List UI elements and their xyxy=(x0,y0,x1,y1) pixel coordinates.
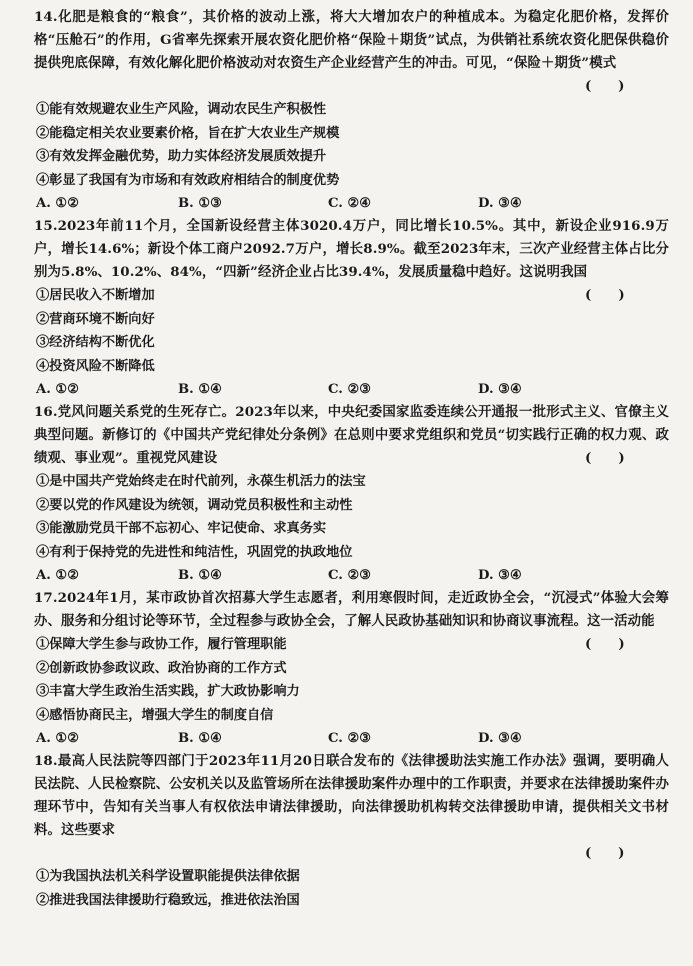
option-3: ③丰富大学生政治生活实践，扩大政协影响力 xyxy=(36,684,300,699)
option-1: ①能有效规避农业生产风险，调动农民生产积极性 xyxy=(36,102,327,117)
choice-c[interactable]: C. ②③ xyxy=(328,568,372,583)
choice-b[interactable]: B. ①④ xyxy=(178,568,222,583)
answer-bracket[interactable]: ( ) xyxy=(585,287,625,303)
option-2: ②推进我国法律援助行稳致远，推进依法治国 xyxy=(36,892,300,908)
option-3: ③有效发挥金融优势，助力实体经济发展质效提升 xyxy=(36,149,327,164)
question-18 xyxy=(34,750,669,912)
question-text: 化肥是粮食的“粮食”，其价格的波动上涨，将大大增加农户的种植成本。为稳定化肥价格，发挥价格“压舱石”的作用，G省率先探索开展农资化肥价格“保险＋期货”试点，为供销社系统农资化肥保供稳价提供兜底保障，有效化解化肥价格波动对农资生产企业经营产生的冲击。可见，“保险＋期货”模式 xyxy=(34,9,669,71)
question-14 xyxy=(34,6,669,215)
choice-c[interactable]: C. ②③ xyxy=(328,382,372,397)
question-stem xyxy=(34,6,669,75)
option-2: ②营商环境不断向好 xyxy=(36,311,155,327)
option-2: ②要以党的作风建设为统领，调动党员积极性和主动性 xyxy=(36,497,353,513)
answer-choices xyxy=(34,378,669,401)
question-stem xyxy=(34,750,669,842)
choice-a[interactable]: A. ①② xyxy=(36,382,80,397)
choice-d[interactable]: D. ③④ xyxy=(478,382,522,397)
choice-a[interactable]: A. ①② xyxy=(36,568,80,583)
choice-c[interactable]: C. ②④ xyxy=(328,196,372,211)
question-number: 18. xyxy=(34,753,58,769)
option-4: ④彰显了我国有为市场和有效政府相结合的制度优势 xyxy=(36,172,340,188)
option-4: ④感悟协商民主，增强大学生的制度自信 xyxy=(36,707,274,723)
choice-b[interactable]: B. ①④ xyxy=(178,382,222,397)
option-3: ③经济结构不断优化 xyxy=(36,335,155,350)
question-number: 15. xyxy=(34,218,58,234)
question-number: 16. xyxy=(34,404,58,420)
answer-choices xyxy=(34,564,669,587)
choice-a[interactable]: A. ①② xyxy=(36,731,80,746)
option-4: ④投资风险不断降低 xyxy=(36,358,155,374)
question-17 xyxy=(34,587,669,750)
answer-bracket[interactable]: ( ) xyxy=(585,636,625,652)
choice-a[interactable]: A. ①② xyxy=(36,196,80,211)
answer-bracket-line xyxy=(34,75,669,98)
choice-d[interactable]: D. ③④ xyxy=(478,731,522,746)
question-16 xyxy=(34,401,669,587)
question-text: 最高人民法院等四部门于2023年11月20日联合发布的《法律援助法实施工作办法》强调，要明确人民法院、人民检察院、公安机关以及监管场所在法律援助案件办理中的工作职责，并要求在法律援助案件办理环节中，告知有关当事人有权依法申请法律援助，向法律援助机构转交法律援助申请，提供相关文书材料。这些要求 xyxy=(34,753,669,838)
answer-bracket-line xyxy=(34,842,669,865)
question-text: 2023年前11个月，全国新设经营主体3020.4万户，同比增长10.5%。其中，新设企业916.9万户，增长14.6%；新设个体工商户2092.7万户，增长8.9%。截至2023年末，三次产业经营主体占比分别为5.8%、10.2%、84%，“四新”经济企业占比39.4%，发展质量稳中趋好。这说明我国 xyxy=(34,218,669,280)
option-2: ②能稳定相关农业要素价格，旨在扩大农业生产规模 xyxy=(36,125,340,141)
answer-bracket[interactable]: ( ) xyxy=(585,78,625,94)
choice-c[interactable]: C. ②③ xyxy=(328,731,372,746)
option-1: ①居民收入不断增加 xyxy=(36,288,155,303)
option-1: ①保障大学生参与政协工作，履行管理职能 xyxy=(36,637,287,652)
answer-choices xyxy=(34,727,669,750)
answer-bracket[interactable]: ( ) xyxy=(585,845,625,861)
choice-b[interactable]: B. ①③ xyxy=(178,196,222,211)
question-number: 17. xyxy=(34,590,58,606)
choice-d[interactable]: D. ③④ xyxy=(478,196,522,211)
option-1: ①为我国执法机关科学设置职能提供法律依据 xyxy=(36,869,300,884)
option-2: ②创新政协参政议政、政治协商的工作方式 xyxy=(36,660,287,676)
question-text: 2024年1月，某市政协首次招募大学生志愿者，利用寒假时间，走近政协全会，“沉浸式”体验大会筹办、服务和分组讨论等环节，全过程参与政协全会，了解人民政协基础知识和协商议事流程。这一活动能 xyxy=(34,590,669,629)
option-1: ①是中国共产党始终走在时代前列，永葆生机活力的法宝 xyxy=(36,474,366,489)
option-3: ③能激励党员干部不忘初心、牢记使命、求真务实 xyxy=(36,521,327,536)
question-stem xyxy=(34,401,669,470)
question-number: 14. xyxy=(34,9,58,25)
question-text: 党风问题关系党的生死存亡。2023年以来，中央纪委国家监委连续公开通报一批形式主义、官僚主义典型问题。新修订的《中国共产党纪律处分条例》在总则中要求党组织和党员“切实践行正确的权力观、政绩观、事业观”。重视党风建设 xyxy=(34,404,669,466)
choice-b[interactable]: B. ①④ xyxy=(178,731,222,746)
option-4: ④有利于保持党的先进性和纯洁性，巩固党的执政地位 xyxy=(36,544,353,560)
answer-bracket[interactable]: ( ) xyxy=(585,450,625,466)
question-15 xyxy=(34,215,669,401)
answer-choices xyxy=(34,192,669,215)
choice-d[interactable]: D. ③④ xyxy=(478,568,522,583)
